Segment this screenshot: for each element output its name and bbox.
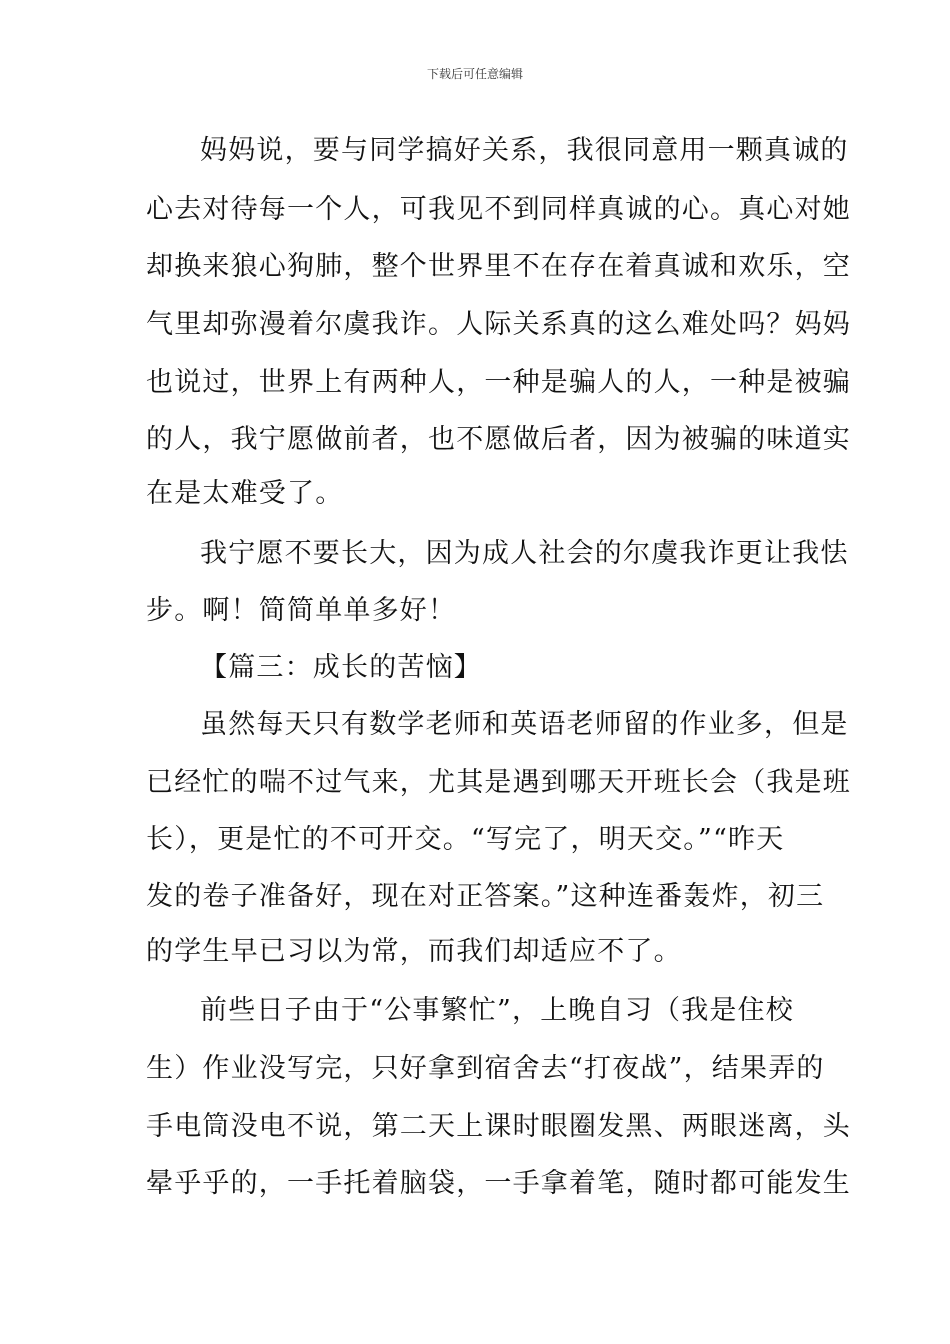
paragraph-1-line-6: 的人，我宁愿做前者，也不愿做后者，因为被骗的味道实 <box>146 424 851 455</box>
paragraph-4-line-4: 晕乎乎的，一手托着脑袋，一手拿着笔，随时都可能发生 <box>146 1168 851 1199</box>
paragraph-4-line-2: 生）作业没写完，只好拿到宿舍去“打夜战”，结果弄的 <box>146 1053 825 1084</box>
paragraph-1-line-5: 也说过，世界上有两种人，一种是骗人的人，一种是被骗 <box>146 367 851 398</box>
paragraph-1-line-3: 却换来狼心狗肺，整个世界里不在存在着真诚和欢乐，空 <box>146 251 851 282</box>
paragraph-2-line-1: 我宁愿不要长大，因为成人社会的尔虞我诈更让我怯 <box>200 538 849 569</box>
paragraph-4-line-1: 前些日子由于“公事繁忙”，上晚自习（我是住校 <box>200 995 795 1026</box>
paragraph-3-line-2: 已经忙的喘不过气来，尤其是遇到哪天开班长会（我是班 <box>146 767 851 798</box>
paragraph-1-line-7: 在是太难受了。 <box>146 478 344 509</box>
paragraph-1-line-4: 气里却弥漫着尔虞我诈。人际关系真的这么难处吗？妈妈 <box>146 309 851 340</box>
section-heading: 【篇三：成长的苦恼】 <box>200 652 482 683</box>
paragraph-3-line-4: 发的卷子准备好，现在对正答案。”这种连番轰炸，初三 <box>146 881 825 912</box>
paragraph-3-line-3: 长），更是忙的不可开交。“写完了，明天交。”“昨天 <box>146 824 785 855</box>
paragraph-1-line-1: 妈妈说，要与同学搞好关系，我很同意用一颗真诚的 <box>200 135 849 166</box>
paragraph-4-line-3: 手电筒没电不说，第二天上课时眼圈发黑、两眼迷离，头 <box>146 1111 851 1142</box>
paragraph-1-line-2: 心去对待每一个人，可我见不到同样真诚的心。真心对她 <box>146 194 851 225</box>
paragraph-3-line-1: 虽然每天只有数学老师和英语老师留的作业多，但是 <box>200 709 849 740</box>
paragraph-3-line-5: 的学生早已习以为常，而我们却适应不了。 <box>146 936 682 967</box>
page-header: 下载后可任意编辑 <box>426 67 523 81</box>
paragraph-2-line-2: 步。啊！简简单单多好！ <box>146 595 457 626</box>
